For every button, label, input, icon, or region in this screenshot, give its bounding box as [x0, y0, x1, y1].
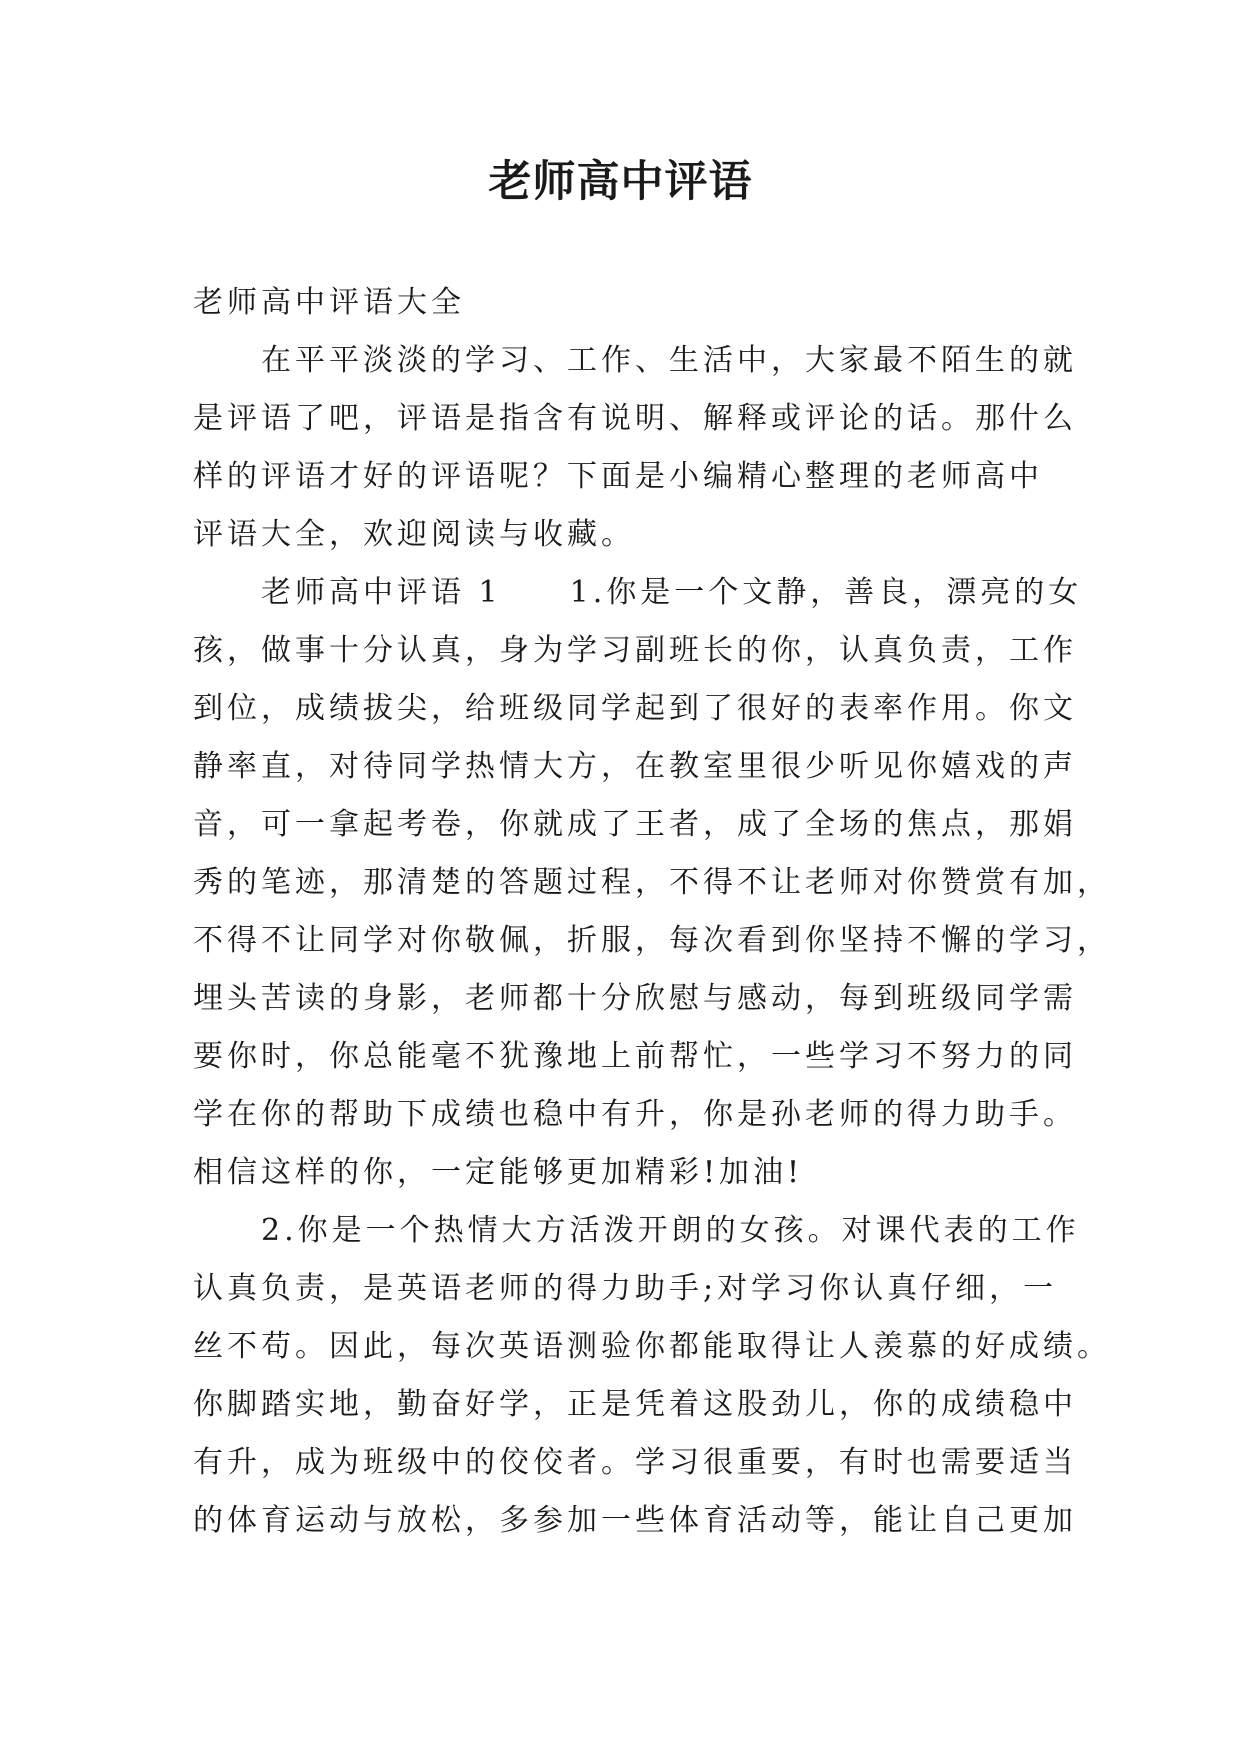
text-line: 要你时，你总能毫不犹豫地上前帮忙，一些学习不努力的同 [193, 1039, 1077, 1074]
text-line: 有升，成为班级中的佼佼者。学习很重要，有时也需要适当 [193, 1445, 1077, 1480]
text-line: 样的评语才好的评语呢？下面是小编精心整理的老师高中 [193, 459, 1043, 494]
text-line: 静率直，对待同学热情大方，在教室里很少听见你嬉戏的声 [193, 749, 1077, 784]
text-line: 的体育运动与放松，多参加一些体育活动等，能让自己更加 [193, 1503, 1077, 1538]
text-line: 你脚踏实地，勤奋好学，正是凭着这股劲儿，你的成绩稳中 [193, 1387, 1077, 1422]
document-body [193, 285, 1111, 1561]
text-line: 认真负责，是英语老师的得力助手;对学习你认真仔细，一 [193, 1271, 1058, 1306]
text-line: 孩，做事十分认真，身为学习副班长的你，认真负责，工作 [193, 633, 1077, 668]
text-line: 不得不让同学对你敬佩，折服，每次看到你坚持不懈的学习， [193, 923, 1111, 958]
text-line: 老师高中评语 1 1.你是一个文静，善良，漂亮的女 [193, 575, 1083, 610]
text-line: 相信这样的你，一定能够更加精彩!加油! [193, 1155, 804, 1190]
text-line: 是评语了吧，评语是指含有说明、解释或评论的话。那什么 [193, 401, 1077, 436]
text-line: 2.你是一个热情大方活泼开朗的女孩。对课代表的工作 [193, 1213, 1080, 1248]
text-line: 学在你的帮助下成绩也稳中有升，你是孙老师的得力助手。 [193, 1097, 1077, 1132]
text-line: 在平平淡淡的学习、工作、生活中，大家最不陌生的就 [193, 343, 1077, 378]
text-line: 音，可一拿起考卷，你就成了王者，成了全场的焦点，那娟 [193, 807, 1077, 842]
text-line: 埋头苦读的身影，老师都十分欣慰与感动，每到班级同学需 [193, 981, 1077, 1016]
text-line: 评语大全，欢迎阅读与收藏。 [193, 517, 635, 552]
text-line: 秀的笔迹，那清楚的答题过程，不得不让老师对你赞赏有加， [193, 865, 1111, 900]
text-line: 丝不苟。因此，每次英语测验你都能取得让人羡慕的好成绩。 [193, 1329, 1111, 1364]
document-title: 老师高中评语 [488, 157, 753, 207]
text-line: 到位，成绩拔尖，给班级同学起到了很好的表率作用。你文 [193, 691, 1077, 726]
text-line: 老师高中评语大全 [193, 285, 465, 320]
